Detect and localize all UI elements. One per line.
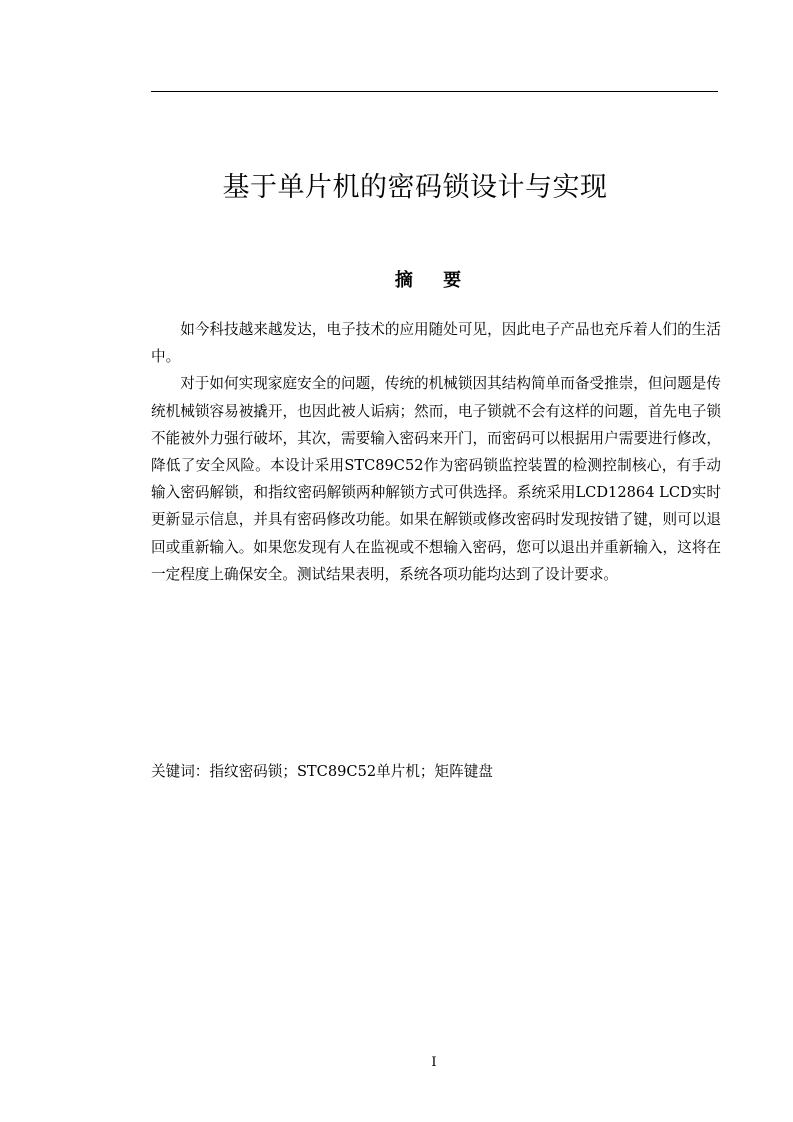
document-title: 基于单片机的密码锁设计与实现 [222,172,608,203]
abstract-body [151,316,721,588]
abstract-paragraph-2: 对于如何实现家庭安全的问题，传统的机械锁因其结构简单而备受推崇，但问题是传统机械锁容易被撬开，也因此被人诟病；然而，电子锁就不会有这样的问题，首先电子锁不能被外力强行破坏，其次，需要输入密码来开门，而密码可以根据用户需要进行修改，降低了安全风险。本设计采用STC89C52作为密码锁监控装置的检测控制核心，有手动输入密码解锁，和指纹密码解锁两种解锁方式可供选择。系统采用LCD12864 LCD实时更新显示信息，并具有密码修改功能。如果在解锁或修改密码时发现按错了键，则可以退回或重新输入。如果您发现有人在监视或不想输入密码，您可以退出并重新输入，这将在一定程度上确保安全。测试结果表明，系统各项功能均达到了设计要求。 [151,375,721,583]
page-number: I [431,1055,437,1070]
keywords: 关键词：指纹密码锁；STC89C52单片机；矩阵键盘 [151,763,493,780]
header-rule [151,91,718,92]
abstract-paragraph-1: 如今科技越来越发达，电子技术的应用随处可见，因此电子产品也充斥着人们的生活中。 [151,321,721,366]
abstract-heading: 摘 要 [394,270,474,291]
